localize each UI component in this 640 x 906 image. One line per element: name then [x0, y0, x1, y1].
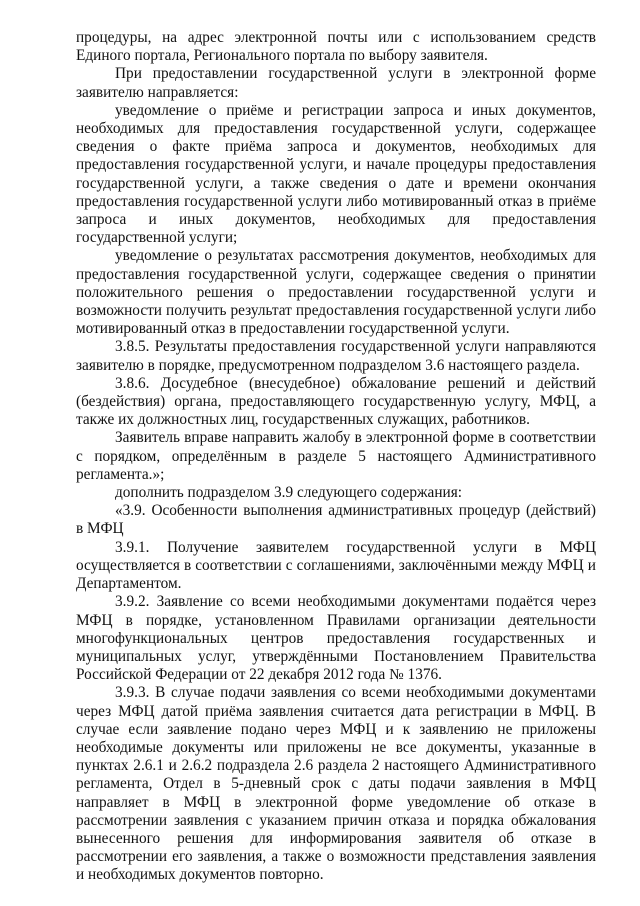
paragraph: дополнить подразделом 3.9 следующего содержания: [115, 484, 462, 502]
paragraph: уведомление о приёме и регистрации запроса и иных документов, необходимых для предоставления государственной услуги, содержащее сведения о факте приёма запроса и документов, необходимых для предоставления государственной услуги, и начале процедуры предоставления государственной услуги, а также сведения о дате и времени окончания предоставления государственной услуги либо мотивированный отказ в приёме запроса и иных документов, необходимых для предоставления государственной услуги; [76, 101, 596, 247]
paragraph: процедуры, на адрес электронной почты или с использованием средств Единого портала, Регионального портала по выбору заявителя. [76, 29, 596, 65]
paragraph: 3.8.6. Досудебное (внесудебное) обжалование решений и действий (бездействия) органа, предоставляющего государственную услугу, МФЦ, а также их должностных лиц, государственных служащих, работников. [76, 374, 596, 429]
document-page [76, 29, 596, 885]
paragraph: При предоставлении государственной услуги в электронной форме заявителю направляется: [76, 65, 596, 101]
section-heading: «3.9. Особенности выполнения административных процедур (действий) в МФЦ [76, 502, 596, 538]
paragraph: Заявитель вправе направить жалобу в электронной форме в соответствии с порядком, определённым в разделе 5 настоящего Административного регламента.»; [76, 429, 596, 483]
paragraph: 3.9.3. В случае подачи заявления со всеми необходимыми документами через МФЦ датой приёма заявления считается дата регистрации в МФЦ. В случае если заявление подано через МФЦ и к заявлению не приложены необходимые документы или приложены не все документы, указанные в пунктах 2.6.1 и 2.6.2 подраздела 2.6 раздела 2 настоящего Административного регламента, Отдел в 5-дневный срок с даты подачи заявления в МФЦ направляет в МФЦ в электронной форме уведомление об отказе в рассмотрении заявления с указанием причин отказа и порядка обжалования вынесенного решения для информирования заявителя об отказе в рассмотрении его заявления, а также о возможности представления заявления и необходимых документов повторно. [76, 684, 596, 884]
paragraph: уведомление о результатах рассмотрения документов, необходимых для предоставления государственной услуги, содержащее сведения о принятии положительного решения о предоставлении государственной услуги и возможности получить результат предоставления государственной услуги либо мотивированный отказ в предоставлении государственной услуги. [76, 247, 596, 338]
paragraph: 3.8.5. Результаты предоставления государственной услуги направляются заявителю в порядке, предусмотренном подразделом 3.6 настоящего раздела. [76, 338, 596, 374]
paragraph: 3.9.1. Получение заявителем государственной услуги в МФЦ осуществляется в соответствии с соглашениями, заключёнными между МФЦ и Департаментом. [76, 538, 596, 593]
paragraph: 3.9.2. Заявление со всеми необходимыми документами подаётся через МФЦ в порядке, установленном Правилами организации деятельности многофункциональных центров предоставления государственных и муниципальных услуг, утверждёнными Постановлением Правительства Российской Федерации от 22 декабря 2012 года № 1376. [76, 593, 596, 684]
